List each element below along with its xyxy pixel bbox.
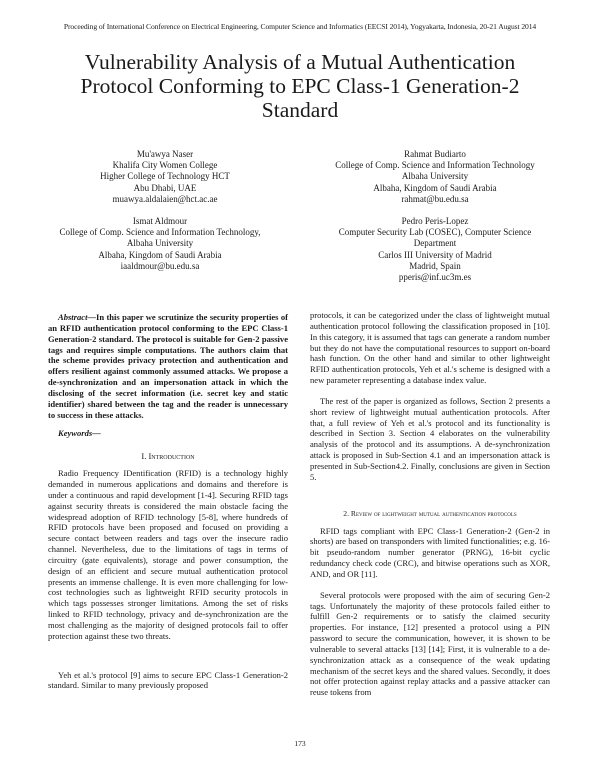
author-block-budiarto (300, 149, 570, 205)
author-email: muawya.aldalaien@hct.ac.ae (112, 193, 218, 204)
author-name: Rahmat Budiarto (404, 149, 466, 159)
section-heading-introduction: I. Introduction (141, 451, 195, 462)
title-line-2: Protocol Conforming to EPC Class-1 Generation-2 (80, 74, 520, 98)
author-affiliation: Albaha University (401, 171, 469, 182)
review-paragraph: RFID tags compliant with EPC Class-1 Generation-2 (Gen-2 in shorts) are based on transponders with limited functionalities; e.g. 16-bit pseudo-random number generator (PRNG), 16-bit cyclic redundancy check code (CRC), and bitwise operations such as XOR, AND, and OR [11]. (310, 525, 550, 579)
section-heading-review: 2. Review of lightweight mutual authentication protocols (343, 508, 517, 518)
intro-paragraph: Radio Frequency IDentification (RFID) is a technology highly demanded in numerous applications and domains and therefore is under a continuous and rapid development [1-4]. Securing RFID tags against security threats is considered the main obstacle facing the widespread adoption of RFID technology [5-8], where hundreds of RFID protocols have been proposed and focused on providing a secure contact between readers and tags over the insecure radio channel. Nevertheless, due to the limitations of tags in terms of circuitry (gate equivalents), storage and power consumption, the design of an efficient and secure mutual authentication protocol presents an immense challenge. It is even more challenging for low-cost technologies such as lightweight RFID security protocols in which tags possesses stronger limitations. Among the set of risks linked to RFID technology, privacy and de-synchronization are the most challenging as the majority of designed protocols fail to offer protection against these two threats. (48, 468, 288, 641)
author-affiliation: College of Comp. Science and Information Technology (335, 160, 535, 171)
author-affiliation: Higher College of Technology HCT (100, 171, 230, 182)
author-location: Madrid, Spain (409, 260, 461, 271)
paper-title (40, 50, 560, 122)
right-column (310, 310, 550, 698)
author-affiliation: Khalifa City Women College (112, 160, 218, 171)
author-email: rahmat@bu.edu.sa (401, 193, 469, 204)
author-block-naser (40, 149, 290, 205)
author-block-aldmour (30, 216, 290, 272)
intro-paragraph-yeh: Yeh et al.'s protocol [9] aims to secure EPC Class-1 Generation-2 standard. Similar to many previously proposed (48, 669, 288, 691)
title-line-3: Standard (261, 98, 339, 122)
author-block-peris-lopez (300, 216, 570, 283)
author-name: Ismat Aldmour (132, 216, 188, 226)
author-affiliation: Department (413, 238, 457, 249)
author-location: Albaha, Kingdom of Saudi Arabia (373, 182, 497, 193)
author-location: Abu Dhabi, UAE (133, 182, 197, 193)
title-line-1: Vulnerability Analysis of a Mutual Authentication (84, 50, 516, 74)
body-paragraph: protocols, it can be categorized under the class of lightweight mutual authentication protocol following the classification proposed in [10]. In this category, it is assumed that tags can generate a random number but they do not have the computational resources to support on-board hash function. On the other hand and similar to other lightweight RFID authentication protocols, Yeh et al.'s scheme is designed with a new parameter representing a database index value. (310, 310, 550, 386)
author-affiliation: Carlos III University of Madrid (378, 249, 492, 260)
author-affiliation: College of Comp. Science and Information Technology, (59, 227, 261, 238)
author-affiliation: Albaha University (126, 238, 194, 249)
author-email: iaaldmour@bu.edu.sa (120, 260, 200, 271)
author-name: Mu'awya Naser (136, 149, 194, 159)
page-number: 173 (294, 739, 306, 748)
abstract-label: Abstract— (58, 312, 96, 322)
keywords: Keywords— (58, 428, 101, 439)
review-paragraph-protocols: Several protocols were proposed with the aim of securing Gen-2 tags. Unfortunately the majority of these protocols failed either to fulfill Gen-2 requirements or to satisfy the claimed security properties. For instance, [12] presented a protocol using a PIN password to secure the communication, however, it is shown to be vulnerable to several attacks [13] [14]; First, it is vulnerable to a de-synchronization attack as a consequence of the weak updating mechanism of the secret keys and the shared values. Secondly, it does not offer protection against replay attacks and a passive attacker can reuse tokens from (310, 589, 550, 698)
author-affiliation: Computer Security Lab (COSEC), Computer Science (338, 227, 532, 238)
abstract (48, 312, 288, 420)
body-paragraph-organization: The rest of the paper is organized as follows, Section 2 presents a short review of lightweight mutual authentication protocols. After that, a full review of Yeh et al.'s protocol and its functionality is described in Section 3. Section 4 elaborates on the vulnerability analysis of the protocol and its assumptions. A de-synchronization attack is proposed in Sub-Section 4.1 and an impersonation attack is presented in Sub-Section4.2. Finally, conclusions are given in Section 5. (310, 395, 550, 482)
author-email: pperis@inf.uc3m.es (398, 272, 472, 283)
conference-header: Proceeding of International Conference on Electrical Engineering, Computer Science and Informatics (EECSI 2014), Yogyakarta, Indonesia, 20-21 August 2014 (63, 22, 537, 31)
abstract-text: In this paper we scrutinize the security properties of an RFID authentication protocol conforming to the EPC Class-1 Generation-2 standard. The protocol is suitable for Gen-2 passive tags and requires simple computations. The authors claim that the scheme provides privacy protection and authentication and offers resilient against commonly assumed attacks. We propose a de-synchronization and an impersonation attack in which the disclosing of the secret information (i.e. secret key and static identifier) shared between the tag and the reader is unnecessary to success in these attacks. (48, 312, 288, 420)
author-name: Pedro Peris-Lopez (401, 216, 469, 226)
left-column (48, 312, 288, 691)
author-location: Albaha, Kingdom of Saudi Arabia (98, 249, 222, 260)
